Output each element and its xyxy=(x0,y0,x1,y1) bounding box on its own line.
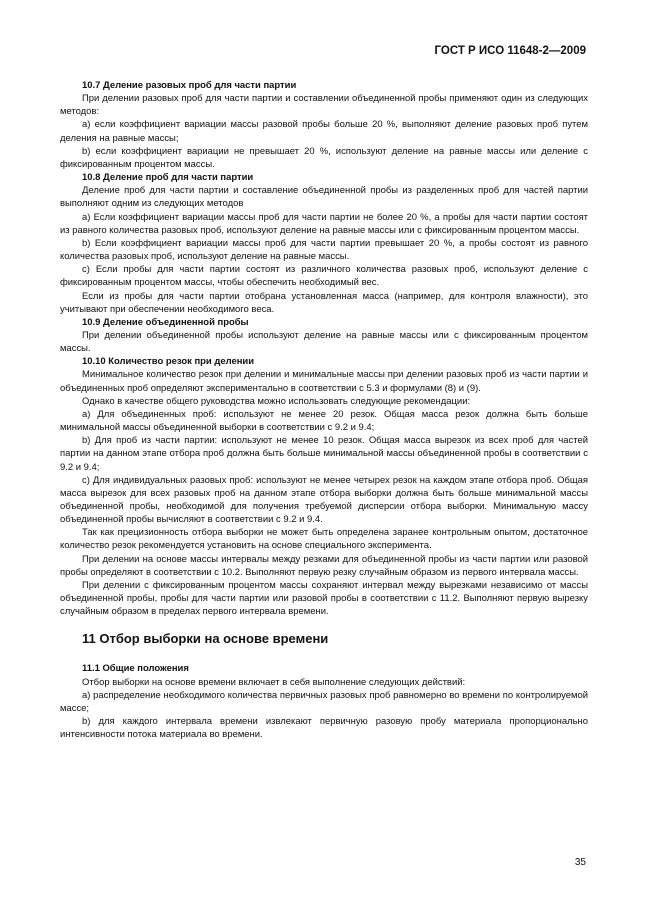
subsection-heading: 10.9 Деление объединенной пробы xyxy=(82,316,249,328)
paragraph: Отбор выборки на основе времени включает в себя выполнение следующих действий: xyxy=(82,676,466,688)
paragraph: b) Для проб из части партии: используют не менее 10 резок. Общая масса вырезок из всех проб для частей партии на данном этапе отбора проб должна быть больше минимальной массы объединенной пробы в соответствии с 9.2 и 9.4; xyxy=(60,435,588,473)
paragraph: а) Для объединенных проб: используют не менее 20 резок. Общая масса резок должна быть больше минимальной массы объединенной выборки в соответствии с 9.2 и 9.4; xyxy=(60,408,588,434)
paragraph: а) Если коэффициент вариации массы проб для части партии не более 20 %, а пробы для части партии состоят из равного количества разовых проб, используют деление на равные массы или с фиксированным процентом массы. xyxy=(60,211,588,236)
document-body xyxy=(60,79,588,741)
paragraph: При делении на основе массы интервалы между резками для объединенной пробы из части партии или разовой пробы определяют в соответствии с 10.2. Выполняют первую резку случайным образом из первого интервала массы. xyxy=(60,553,588,578)
paragraph: Если из пробы для части партии отобрана установленная масса (например, для контроля влажности), это учитывают при обеспечении необходимого веса. xyxy=(60,290,588,315)
paragraph: Минимальное количество резок при делении и минимальные массы при делении разовых проб из части партии и объединенных проб определяют экспериментально в соответствии с 5.3 и формулами (8) и (9). xyxy=(60,369,588,394)
paragraph: Так как прецизионность отбора выборки не может быть определена заранее контрольным опытом, достаточное количество резок рекомендуется установить на основе специального эксперимента. xyxy=(60,527,588,552)
paragraph: с) Если пробы для части партии состоят из различного количества разовых проб, используют деление с фиксированным процентом массы, чтобы обеспечить необходимый вес. xyxy=(60,264,588,289)
paragraph: При делении разовых проб для части партии и составлении объединенной пробы применяют один из следующих методов: xyxy=(60,93,588,118)
paragraph: При делении объединенной пробы используют деление на равные массы или с фиксированным процентом массы. xyxy=(60,329,588,355)
subsection-heading: 10.8 Деление проб для части партии xyxy=(82,172,254,184)
paragraph: а) если коэффициент вариации массы разовой пробы больше 20 %, выполняют деление разовых проб путем деления на равные массы; xyxy=(60,119,588,144)
paragraph: b) если коэффициент вариации не превышает 20 %, используют деление на равные массы или деление с фиксированным процентом массы. xyxy=(60,145,588,170)
paragraph: b) Если коэффициент вариации массы проб для части партии превышает 20 %, а пробы состоят из равного количества разовых проб, используют деление на равные массы. xyxy=(60,237,588,263)
paragraph: а) распределение необходимого количества первичных разовых проб равномерно во времени по контролируемой массе; xyxy=(60,689,588,714)
subsection-heading: 11.1 Общие положения xyxy=(82,663,189,675)
paragraph: b) для каждого интервала времени извлекают первичную разовую пробу материала пропорционально интенсивности потока материала во времени. xyxy=(60,716,588,741)
paragraph: с) Для индивидуальных разовых проб: используют не менее четырех резок на каждом этапе отбора проб. Общая масса вырезок для всех разовых проб на данном этапе отбора выборки должна быть больше минимальной массы объединенной пробы, необходимой для получения требуемой дисперсии отбора выборки. Минимальную массу объединенной пробы вычисляют в соответствии с 9.2 и 9.4. xyxy=(60,474,588,526)
paragraph: Деление проб для части партии и составление объединенной пробы из разделенных проб для частей партии выполняют одним из следующих методов xyxy=(60,185,588,210)
document-header: ГОСТ Р ИСО 11648-2—2009 xyxy=(434,45,586,57)
subsection-heading: 10.10 Количество резок при делении xyxy=(82,356,254,368)
section-heading: 11 Отбор выборки на основе времени xyxy=(82,631,329,647)
paragraph: При делении с фиксированным процентом массы сохраняют интервал между вырезками независимо от массы объединенной пробы, пробы для части партии или разовой пробы в соответствии с 11.2. Выполняют первую вырезку случайным образом в пределах первого интервала времени. xyxy=(60,579,588,618)
subsection-heading: 10.7 Деление разовых проб для части партии xyxy=(82,80,297,91)
page-number: 35 xyxy=(574,857,586,868)
paragraph: Однако в качестве общего руководства можно использовать следующие рекомендации: xyxy=(82,395,471,407)
